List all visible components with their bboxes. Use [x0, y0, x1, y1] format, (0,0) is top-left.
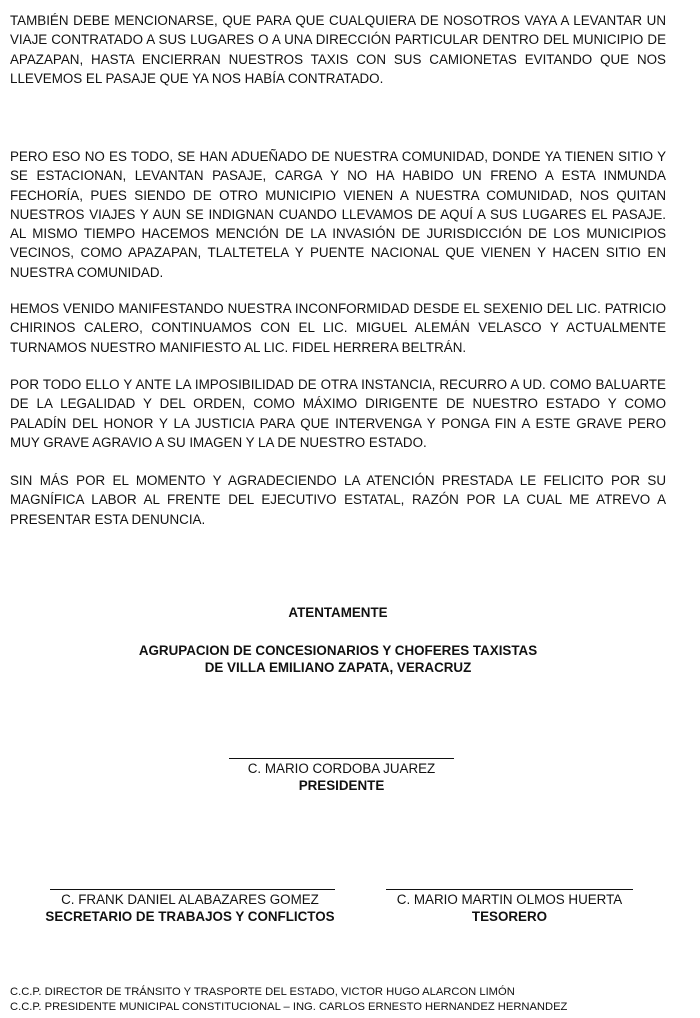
- treasurer-title: TESORERO: [471, 909, 548, 924]
- president-name: C. MARIO CORDOBA JUAREZ: [247, 761, 436, 776]
- secretary-name: C. FRANK DANIEL ALABAZARES GOMEZ: [61, 892, 319, 907]
- organization-name-line-1: AGRUPACION DE CONCESIONARIOS Y CHOFERES TAXISTAS: [138, 643, 538, 658]
- president-title: PRESIDENTE: [298, 778, 385, 793]
- body-paragraph-1: TAMBIÉN DEBE MENCIONARSE, QUE PARA QUE CUALQUIERA DE NOSOTROS VAYA A LEVANTAR UN VIAJE CONTRATADO A SUS LUGARES O A UNA DIRECCIÓN PARTICULAR DENTRO DEL MUNICIPIO DE APAZAPAN, HASTA ENCIERRAN NUESTROS TAXIS CON SUS CAMIONETAS EVITANDO QUE NOS LLEVEMOS EL PASAJE QUE YA NOS HABÍA CONTRATADO.: [10, 13, 666, 86]
- organization-name-line-2: DE VILLA EMILIANO ZAPATA, VERACRUZ: [204, 660, 472, 675]
- treasurer-signature-line: [386, 889, 633, 890]
- secretary-signature-line: [50, 889, 335, 890]
- secretary-title: SECRETARIO DE TRABAJOS Y CONFLICTOS: [45, 909, 335, 924]
- body-paragraph-4: POR TODO ELLO Y ANTE LA IMPOSIBILIDAD DE OTRA INSTANCIA, RECURRO A UD. COMO BALUARTE DE LA LEGALIDAD Y DEL ORDEN, COMO MÁXIMO DIRIGENTE DE NUESTRO ESTADO Y COMO PALADÍN DEL HONOR Y LA JUSTICIA PARA QUE INTERVENGA Y PONGA FIN A ESTE GRAVE PERO MUY GRAVE AGRAVIO A SU IMAGEN Y LA DE NUESTRO ESTADO.: [10, 377, 666, 450]
- body-paragraph-5: SIN MÁS POR EL MOMENTO Y AGRADECIENDO LA ATENCIÓN PRESTADA LE FELICITO POR SU MAGNÍFICA LABOR AL FRENTE DEL EJECUTIVO ESTATAL, RAZÓN POR LA CUAL ME ATREVO A PRESENTAR ESTA DENUNCIA.: [10, 473, 666, 527]
- body-paragraph-3: HEMOS VENIDO MANIFESTANDO NUESTRA INCONFORMIDAD DESDE EL SEXENIO DEL LIC. PATRICIO CHIRINOS CALERO, CONTINUAMOS CON EL LIC. MIGUEL ALEMÁN VELASCO Y ACTUALMENTE TURNAMOS NUESTRO MANIFIESTO AL LIC. FIDEL HERRERA BELTRÁN.: [10, 301, 666, 355]
- treasurer-name: C. MARIO MARTIN OLMOS HUERTA: [396, 892, 623, 907]
- ccp-line-1: C.C.P. DIRECTOR DE TRÁNSITO Y TRASPORTE DEL ESTADO, VICTOR HUGO ALARCON LIMÓN: [10, 986, 515, 998]
- president-signature-block: [200, 760, 483, 794]
- ccp-line-2: C.C.P. PRESIDENTE MUNICIPAL CONSTITUCIONAL – ING. CARLOS ERNESTO HERNANDEZ HERNANDEZ: [10, 1001, 568, 1013]
- treasurer-signature-block: [376, 891, 643, 925]
- president-signature-line: [229, 758, 454, 759]
- secretary-signature-block: [15, 891, 365, 925]
- body-paragraph-2: PERO ESO NO ES TODO, SE HAN ADUEÑADO DE NUESTRA COMUNIDAD, DONDE YA TIENEN SITIO Y SE ESTACIONAN, LEVANTAN PASAJE, CARGA Y NO HA HABIDO UN FRENO A ESTA INMUNDA FECHORÍA, PUES SIENDO DE OTRO MUNICIPIO VIENEN A NUESTRA COMUNIDAD, NOS QUITAN NUESTROS VIAJES Y AUN SE INDIGNAN CUANDO LLEVAMOS DE AQUÍ A SUS LUGARES EL PASAJE. AL MISMO TIEMPO HACEMOS MENCIÓN DE LA INVASIÓN DE JURISDICCIÓN DE LOS MUNICIPIOS VECINOS, COMO APAZAPAN, TLALTETELA Y PUENTE NACIONAL QUE VIENEN Y HACEN SITIO EN NUESTRA COMUNIDAD.: [10, 149, 666, 280]
- closing-salutation: ATENTAMENTE: [288, 605, 388, 620]
